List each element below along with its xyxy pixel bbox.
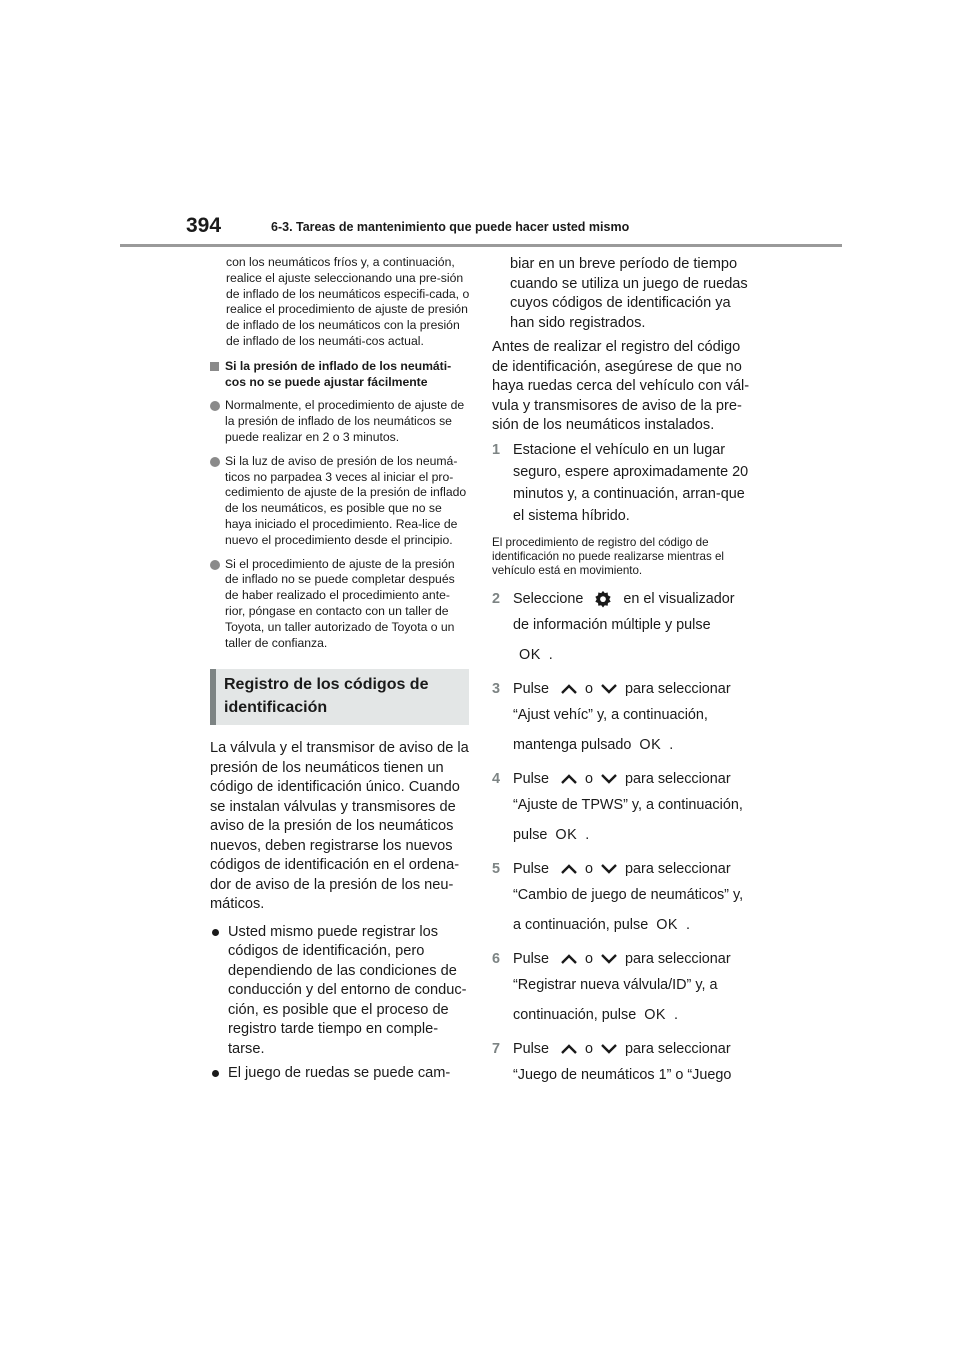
chevron-up-icon <box>560 683 578 695</box>
dot-item-text: Usted mismo puede registrar los códigos de identificación, pero dependiendo de las condiciones de conducción y del entorno de conduc-ción, es posible que el proceso de registro tarde tiempo en comple-tarse. <box>228 923 467 1057</box>
or-label: o <box>585 770 594 787</box>
select-label: para seleccionar <box>625 770 731 787</box>
step-target: “Ajuste de TPWS” y, a continuación, <box>513 796 743 813</box>
ok-button-icon: OK <box>656 916 679 933</box>
or-label: o <box>585 1040 594 1057</box>
paragraph: Antes de realizar el registro del código de identificación, asegúrese de que no haya ruedas cerca del vehículo con vál-vula y transmisores de aviso de la pre-sión de los neumáticos instalados. <box>492 339 750 433</box>
step-target: “Registrar nueva válvula/ID” y, a <box>513 976 718 993</box>
sub-heading <box>210 359 470 391</box>
step-end: . <box>548 646 553 663</box>
list-item <box>210 398 470 445</box>
chevron-down-icon <box>600 953 618 965</box>
chevron-up-icon <box>560 773 578 785</box>
chevron-down-icon <box>600 683 618 695</box>
continuation-text: biar en un breve período de tiempo cuando se utiliza un juego de ruedas cuyos códigos de identificación ya han sido registrados. <box>510 256 748 331</box>
pulse-label: Pulse <box>513 860 549 877</box>
dot-item-text: El juego de ruedas se puede cam- <box>228 1065 451 1082</box>
or-label: o <box>585 950 594 967</box>
right-column <box>492 255 754 1088</box>
circle-bullet-icon <box>210 560 220 570</box>
step-action: mantenga pulsado <box>513 736 632 753</box>
step-target: “Juego de neumáticos 1” o “Juego <box>513 1066 732 1083</box>
dot-item <box>210 1064 470 1084</box>
chevron-down-icon <box>600 1043 618 1055</box>
step-action: continuación, pulse <box>513 1006 637 1023</box>
chevron-up-icon <box>560 1043 578 1055</box>
chevron-down-icon <box>600 773 618 785</box>
note-text: El procedimiento de registro del código de identificación no puede realizarse mientras el vehículo está en movimiento. <box>492 535 725 577</box>
dot-item <box>210 923 470 1060</box>
body-text <box>210 739 470 1084</box>
chevron-up-icon <box>560 953 578 965</box>
section-title: 6-3. Tareas de mantenimiento que puede hacer usted mismo <box>271 220 630 234</box>
step-number: 3 <box>492 680 501 697</box>
sub-heading-text: Si la presión de inflado de los neumáti-cos no se puede ajustar fácilmente <box>225 358 452 389</box>
step-target: “Cambio de juego de neumáticos” y, <box>513 886 744 903</box>
step-end: . <box>686 916 691 933</box>
pulse-label: Pulse <box>513 1040 549 1057</box>
intro-text: con los neumáticos fríos y, a continuación, realice el ajuste seleccionando una pre-sión de inflado de los neumáticos especifi-cada, o realice el procedimiento de ajuste de presión de inflado de los neumáticos con la presión de inflado de los neumáti-cos actual. <box>226 255 470 348</box>
pulse-label: Pulse <box>513 950 549 967</box>
ok-button-icon: OK <box>639 736 662 753</box>
step-3 <box>492 676 754 758</box>
chevron-down-icon <box>600 863 618 875</box>
ok-button-icon: OK <box>519 646 541 663</box>
select-label: para seleccionar <box>625 860 731 877</box>
list-item-text: Si la luz de aviso de presión de los neumá-ticos no parpadea 3 veces al iniciar el pro-cedimiento de ajuste de la presión de inflado de los neumáticos, es posible que no se haya iniciado el procedimiento. Rea-lice de nuevo el procedimiento desde el principio. <box>225 453 467 547</box>
step-text: Estacione el vehículo en un lugar seguro, espere aproximadamente 20 minutos y, a continuación, arran-que el sistema híbrido. <box>513 441 749 524</box>
chevron-up-icon <box>560 863 578 875</box>
step-7 <box>492 1036 754 1088</box>
list-item <box>210 557 470 652</box>
dot-bullet-icon <box>212 929 219 936</box>
pulse-label: Pulse <box>513 680 549 697</box>
step-text: en el visualizador de información múltiple y pulse <box>513 590 735 633</box>
step-4 <box>492 766 754 848</box>
square-bullet-icon <box>210 362 219 371</box>
section-heading: Registro de los códigos de identificación <box>210 669 469 725</box>
or-label: o <box>585 680 594 697</box>
select-label: para seleccionar <box>625 950 731 967</box>
list-item <box>210 454 470 549</box>
step-action: a continuación, pulse <box>513 916 649 933</box>
select-label: para seleccionar <box>625 1040 731 1057</box>
paragraph: La válvula y el transmisor de aviso de la presión de los neumáticos tienen un código de identificación único. Cuando se instalan válvulas y transmisores de aviso de la presión de los neumáticos nuevos, deben registrarse los nuevos códigos de identificación en el ordena-dor de aviso de la presión de los neu-máticos. <box>210 740 469 913</box>
circle-bullet-icon <box>210 401 220 411</box>
step-action: pulse <box>513 826 548 843</box>
select-label: para seleccionar <box>625 680 731 697</box>
or-label: o <box>585 860 594 877</box>
step-number: 4 <box>492 770 501 787</box>
step-end: . <box>674 1006 679 1023</box>
list-item-text: Si el procedimiento de ajuste de la presión de inflado no se puede completar después de haber realizado el procedimiento ante-rior, póngase en contacto con un taller de Toyota, un taller autorizado de Toyota o un taller de confianza. <box>225 556 455 650</box>
left-column <box>210 255 470 1084</box>
settings-gear-icon <box>594 590 612 608</box>
step-text: Seleccione <box>513 590 584 607</box>
step-target: “Ajust vehíc” y, a continuación, <box>513 706 708 723</box>
step-end: . <box>585 826 590 843</box>
header-rule <box>120 244 842 247</box>
pulse-label: Pulse <box>513 770 549 787</box>
ok-button-icon: OK <box>555 826 578 843</box>
step-number: 5 <box>492 860 501 877</box>
step-5 <box>492 856 754 938</box>
step-number: 1 <box>492 441 501 458</box>
step-6 <box>492 946 754 1028</box>
page-number: 394 <box>186 214 222 237</box>
dot-bullet-icon <box>212 1070 219 1077</box>
step-number: 7 <box>492 1040 501 1057</box>
step-2 <box>492 586 754 668</box>
step-number: 2 <box>492 590 501 607</box>
step-number: 6 <box>492 950 501 967</box>
ok-button-icon: OK <box>644 1006 667 1023</box>
step-end: . <box>669 736 674 753</box>
list-item-text: Normalmente, el procedimiento de ajuste de la presión de inflado de los neumáticos se puede realizar en 2 o 3 minutos. <box>225 398 465 444</box>
circle-bullet-icon <box>210 457 220 467</box>
step-1 <box>492 439 754 527</box>
